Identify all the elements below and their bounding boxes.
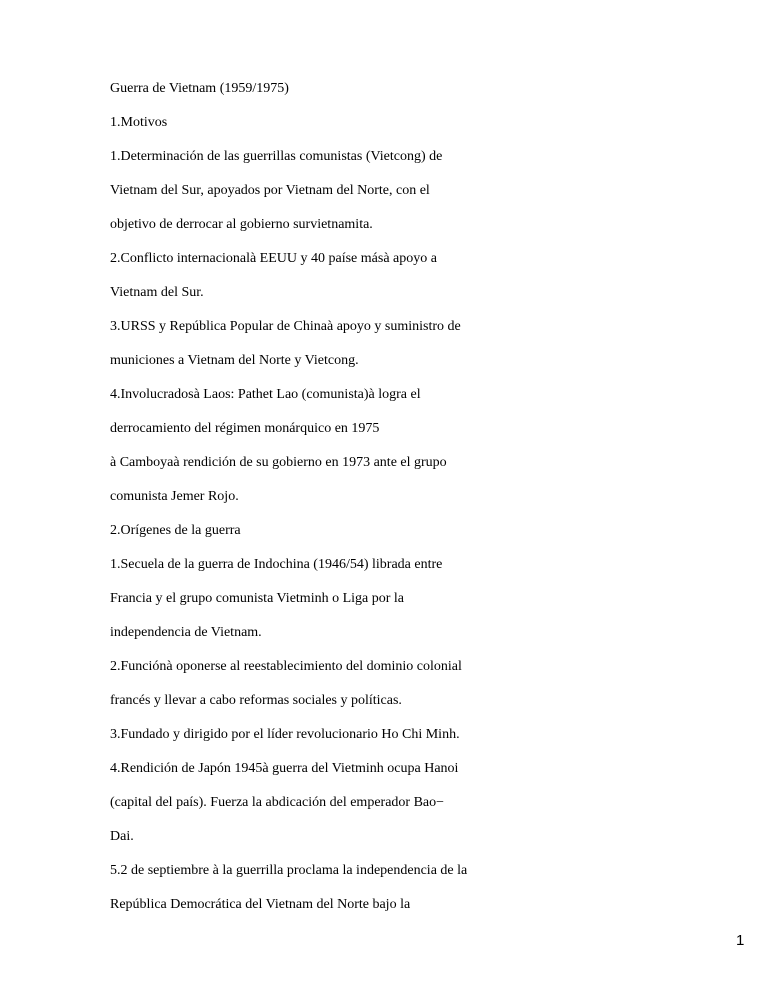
text-line: 3.Fundado y dirigido por el líder revolucionario Ho Chi Minh. (110, 727, 460, 742)
doc-title: Guerra de Vietnam (1959/1975) (110, 81, 289, 96)
text-line: 4.Involucradosà Laos: Pathet Lao (comunista)à logra el (110, 387, 421, 402)
text-line: República Democrática del Vietnam del Norte bajo la (110, 897, 411, 912)
text-line: Vietnam del Sur, apoyados por Vietnam del Norte, con el (110, 183, 430, 198)
text-line: 1.Secuela de la guerra de Indochina (1946/54) librada entre (110, 557, 443, 572)
text-line: 1.Determinación de las guerrillas comunistas (Vietcong) de (110, 149, 443, 164)
text-line: 5.2 de septiembre à la guerrilla proclama la independencia de la (110, 863, 468, 878)
text-line: derrocamiento del régimen monárquico en 1975 (110, 421, 380, 436)
text-line: 2.Conflicto internacionalà EEUU y 40 paíse másà apoyo a (110, 251, 437, 266)
page-number: 1 (736, 932, 745, 949)
text-line: independencia de Vietnam. (110, 625, 262, 640)
text-line: municiones a Vietnam del Norte y Vietcong. (110, 353, 359, 368)
text-line: Francia y el grupo comunista Vietminh o Liga por la (110, 591, 404, 606)
text-line: (capital del país). Fuerza la abdicación del emperador Bao− (110, 795, 445, 810)
text-line: Dai. (110, 829, 134, 844)
text-line: Vietnam del Sur. (110, 285, 204, 300)
text-line: 2.Funciónà oponerse al reestablecimiento del dominio colonial (110, 659, 462, 674)
section-heading-origenes: 2.Orígenes de la guerra (110, 523, 241, 538)
text-line: 4.Rendición de Japón 1945à guerra del Vietminh ocupa Hanoi (110, 761, 459, 776)
text-line: à Camboyaà rendición de su gobierno en 1973 ante el grupo (110, 455, 447, 470)
text-line: comunista Jemer Rojo. (110, 489, 239, 504)
section-heading-motivos: 1.Motivos (110, 115, 168, 130)
text-line: objetivo de derrocar al gobierno survietnamita. (110, 217, 373, 232)
text-line: francés y llevar a cabo reformas sociales y políticas. (110, 693, 402, 708)
text-line: 3.URSS y República Popular de Chinaà apoyo y suministro de (110, 319, 461, 334)
document-body (110, 77, 670, 927)
